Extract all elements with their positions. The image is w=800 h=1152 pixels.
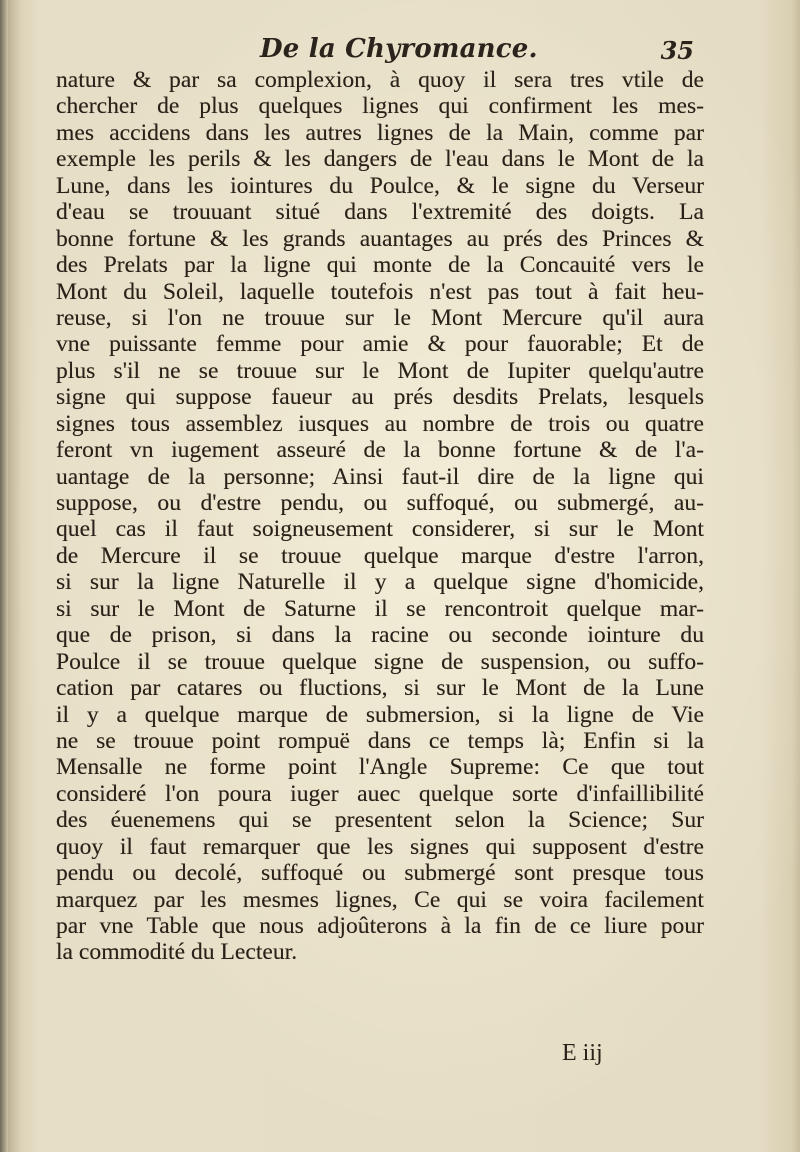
text-line: quoy il faut remarquer que les signes qui supposent d'estre <box>56 833 704 860</box>
text-line: plus s'il ne se trouue sur le Mont de Iupiter quelqu'autre <box>56 357 704 384</box>
text-line: Poulce il se trouue quelque signe de suspension, ou suffo- <box>56 648 704 675</box>
text-line: uantage de la personne; Ainsi faut-il dire de la ligne qui <box>56 463 704 490</box>
page-gutter <box>0 0 8 1152</box>
running-title: De la Chyromance. <box>260 34 538 64</box>
text-line: signe qui suppose faueur au prés desdits Prelats, lesquels <box>56 384 704 411</box>
text-line: Lune, dans les iointures du Poulce, & le signe du Verseur <box>56 172 704 199</box>
page-footer <box>56 1040 704 1080</box>
text-line: d'eau se trouuant situé dans l'extremité des doigts. La <box>56 199 704 226</box>
text-line: il y a quelque marque de submersion, si la ligne de Vie <box>56 701 704 728</box>
text-line: Mensalle ne forme point l'Angle Supreme: Ce que tout <box>56 754 704 781</box>
page-number: 35 <box>660 36 694 65</box>
text-line: Mont du Soleil, laquelle toutefois n'est pas tout à fait heu- <box>56 278 704 305</box>
text-line: chercher de plus quelques lignes qui confirment les mes- <box>56 93 704 120</box>
text-line: que de prison, si dans la racine ou seconde iointure du <box>56 622 704 649</box>
body-text <box>56 67 704 966</box>
text-line: cation par catares ou fluctions, si sur le Mont de la Lune <box>56 675 704 702</box>
signature-mark: E iij <box>562 1040 603 1066</box>
text-line: par vne Table que nous adjoûterons à la fin de ce liure pour <box>56 913 704 939</box>
text-line: pendu ou decolé, suffoqué ou submergé sont presque tous <box>56 860 704 887</box>
text-line: nature & par sa complexion, à quoy il sera tres vtile de <box>56 67 704 93</box>
text-line: des éuenemens qui se presentent selon la Science; Sur <box>56 807 704 834</box>
text-line: bonne fortune & les grands auantages au prés des Princes & <box>56 225 704 252</box>
fold-shadow <box>8 0 22 1152</box>
text-line: exemple les perils & les dangers de l'eau dans le Mont de la <box>56 146 704 173</box>
text-line: vne puissante femme pour amie & pour fauorable; Et de <box>56 331 704 358</box>
text-line: signes tous assemblez iusques au nombre de trois ou quatre <box>56 410 704 437</box>
text-line: si sur le Mont de Saturne il se rencontroit quelque mar- <box>56 595 704 622</box>
text-line: de Mercure il se trouue quelque marque d'estre l'arron, <box>56 542 704 569</box>
text-line: mes accidens dans les autres lignes de la Main, comme par <box>56 119 704 146</box>
text-line: ne se trouue point rompuë dans ce temps là; Enfin si la <box>56 727 704 754</box>
text-line: feront vn iugement asseuré de la bonne fortune & de l'a- <box>56 437 704 464</box>
text-line: suppose, ou d'estre pendu, ou suffoqué, ou submergé, au- <box>56 490 704 516</box>
text-line: consideré l'on poura iuger auec quelque sorte d'infaillibilité <box>56 780 704 807</box>
text-line: reuse, si l'on ne trouue sur le Mont Mercure qu'il aura <box>56 304 704 331</box>
text-line: marquez par les mesmes lignes, Ce qui se voira facilement <box>56 886 704 913</box>
text-line: quel cas il faut soigneusement considerer, si sur le Mont <box>56 516 704 543</box>
text-line: la commodité du Lecteur. <box>56 939 298 966</box>
text-line: des Prelats par la ligne qui monte de la Concauité vers le <box>56 252 704 279</box>
page-header <box>56 32 694 68</box>
text-line: si sur la ligne Naturelle il y a quelque signe d'homicide, <box>56 569 704 596</box>
